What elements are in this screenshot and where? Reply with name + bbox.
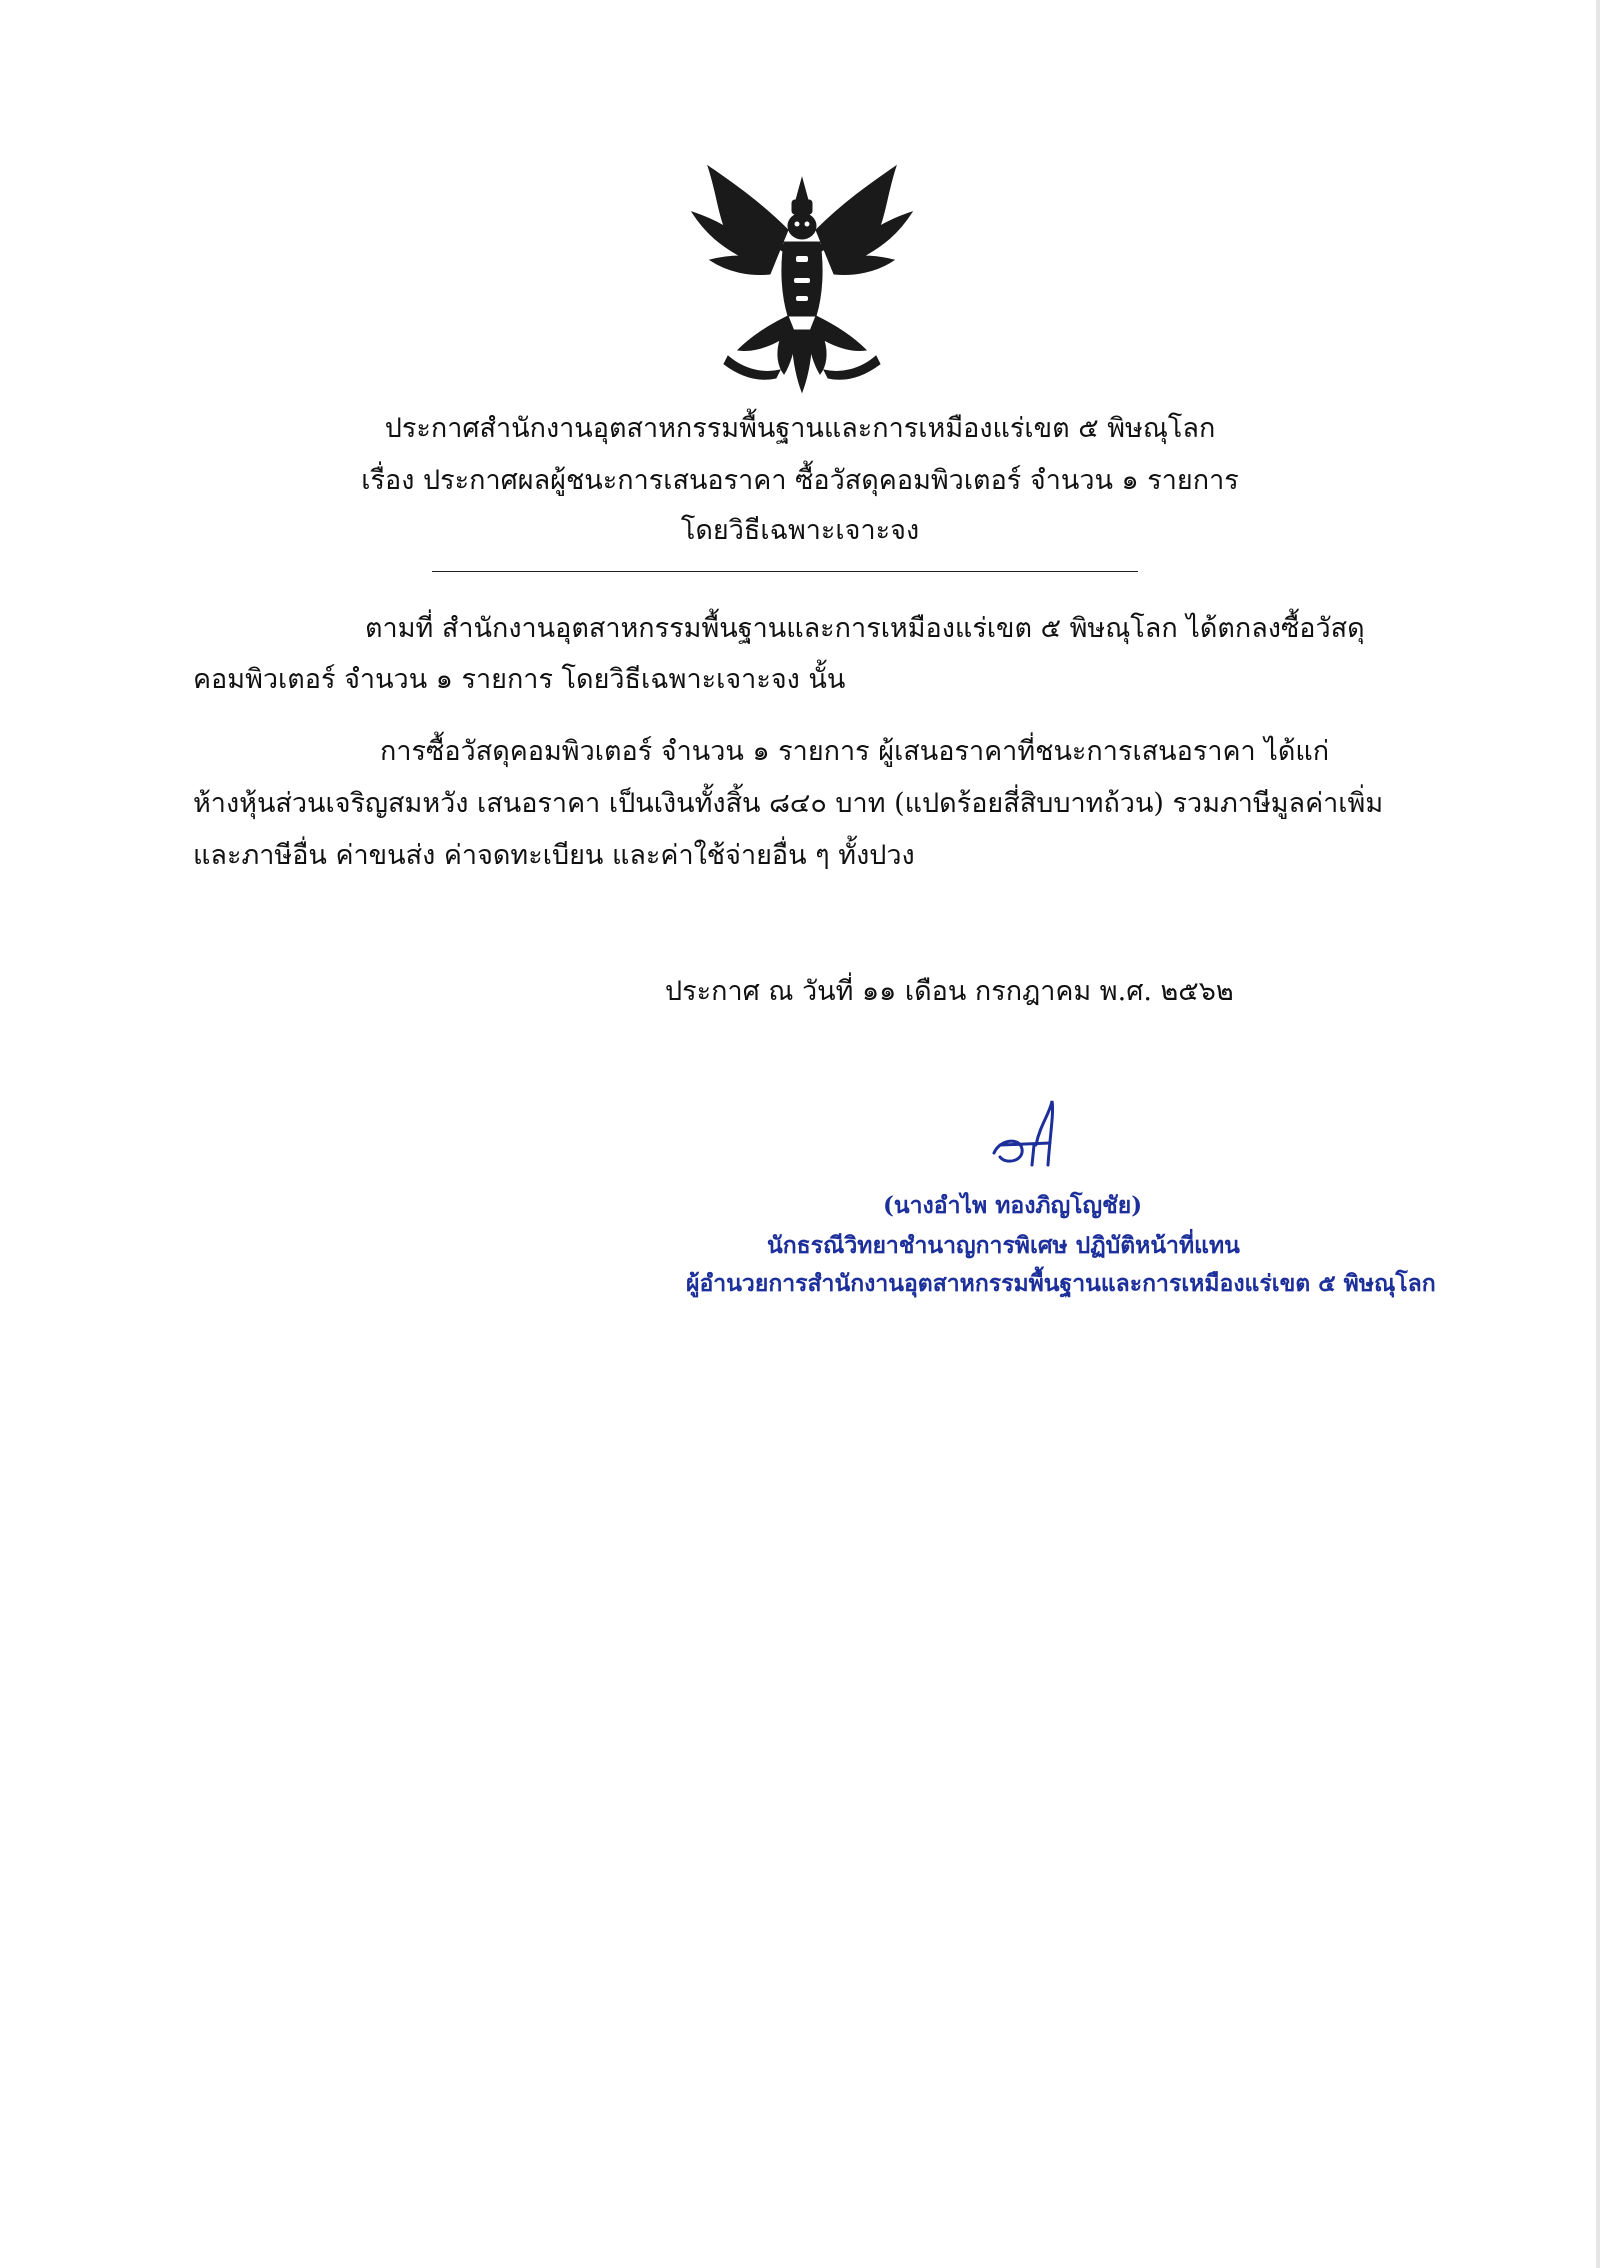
header-divider [432,571,1138,572]
garuda-emblem-icon [688,160,916,396]
announcement-method: โดยวิธีเฉพาะเจาะจง [680,515,920,546]
announcement-title: ประกาศสำนักงานอุตสาหกรรมพื้นฐานและการเหมืองแร่เขต ๕ พิษณุโลก [384,413,1216,444]
signatory-title: ผู้อำนวยการสำนักงานอุตสาหกรรมพื้นฐานและการเหมืองแร่เขต ๕ พิษณุโลก [686,1270,1436,1297]
announcement-subject: เรื่อง ประกาศผลผู้ชนะการเสนอราคา ซื้อวัสดุคอมพิวเตอร์ จำนวน ๑ รายการ [361,465,1239,496]
paragraph-2-line-1: การซื้อวัสดุคอมพิวเตอร์ จำนวน ๑ รายการ ผู้เสนอราคาที่ชนะการเสนอราคา ได้แก่ [380,736,1330,767]
handwritten-signature-icon [990,1095,1070,1175]
signatory-name: (นางอำไพ ทองภิญโญชัย) [883,1192,1143,1219]
paragraph-2-line-2: ห้างหุ้นส่วนเจริญสมหวัง เสนอราคา เป็นเงินทั้งสิ้น ๘๔๐ บาท (แปดร้อยสี่สิบบาทถ้วน) รวมภาษีมูลค่าเพิ่ม [193,788,1384,819]
paragraph-2-line-3: และภาษีอื่น ค่าขนส่ง ค่าจดทะเบียน และค่าใช้จ่ายอื่น ๆ ทั้งปวง [193,840,915,871]
announcement-date: ประกาศ ณ วันที่ ๑๑ เดือน กรกฎาคม พ.ศ. ๒๕๖๒ [665,976,1234,1007]
paragraph-1-line-1: ตามที่ สำนักงานอุตสาหกรรมพื้นฐานและการเหมืองแร่เขต ๕ พิษณุโลก ได้ตกลงซื้อวัสดุ [365,613,1365,644]
paragraph-1-line-2: คอมพิวเตอร์ จำนวน ๑ รายการ โดยวิธีเฉพาะเจาะจง นั้น [193,664,846,695]
signatory-position: นักธรณีวิทยาชำนาญการพิเศษ ปฏิบัติหน้าที่แทน [767,1232,1240,1259]
